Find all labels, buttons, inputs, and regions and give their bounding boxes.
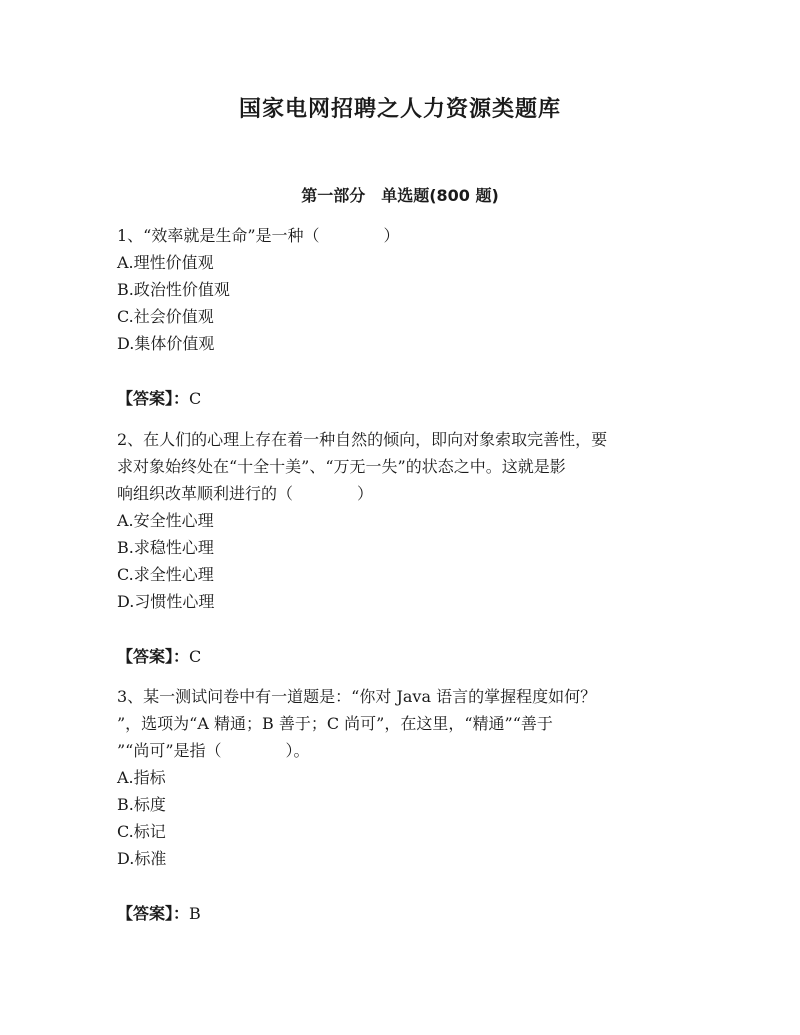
option-d: D.标准 <box>117 849 167 868</box>
answer-value: B <box>189 904 201 923</box>
answer-label: 【答案】： <box>117 647 190 666</box>
option-b: B.政治性价值观 <box>117 280 230 299</box>
option-c: C.标记 <box>117 822 166 841</box>
option-d: D.集体价值观 <box>117 334 215 353</box>
question-text: 1、“效率就是生命”是一种（ ） <box>117 226 400 245</box>
option-b: B.标度 <box>117 795 166 814</box>
page-title: 国家电网招聘之人力资源类题库 <box>238 97 561 122</box>
question-text: 2、在人们的心理上存在着一种自然的倾向，即向对象索取完善性，要 <box>117 430 608 449</box>
answer-label: 【答案】： <box>117 389 190 408</box>
question-text: ”“尚可”是指（ ）。 <box>117 741 310 760</box>
option-a: A.理性价值观 <box>117 253 214 272</box>
answer-line <box>117 643 687 670</box>
question-text: ”，选项为“A 精通；B 善于；C 尚可”，在这里，“精通”“善于 <box>117 714 553 733</box>
question-text: 求对象始终处在“十全十美”、“万无一失”的状态之中。这就是影 <box>117 457 566 476</box>
option-c: C.求全性心理 <box>117 565 214 584</box>
answer-value: C <box>189 389 202 408</box>
option-a: A.安全性心理 <box>117 511 214 530</box>
question-text: 3、某一测试问卷中有一道题是：“你对 Java 语言的掌握程度如何？ <box>117 687 597 706</box>
option-b: B.求稳性心理 <box>117 538 214 557</box>
question-3 <box>117 683 687 927</box>
option-d: D.习惯性心理 <box>117 592 215 611</box>
question-text: 响组织改革顺利进行的（ ） <box>117 484 374 503</box>
answer-line <box>117 385 687 412</box>
answer-label: 【答案】： <box>117 904 190 923</box>
option-a: A.指标 <box>117 768 166 787</box>
option-c: C.社会价值观 <box>117 307 214 326</box>
answer-line <box>117 900 687 927</box>
question-2 <box>117 426 687 670</box>
answer-value: C <box>189 647 202 666</box>
question-1 <box>117 222 687 412</box>
section-title: 第一部分 单选题(800 题) <box>301 186 499 205</box>
